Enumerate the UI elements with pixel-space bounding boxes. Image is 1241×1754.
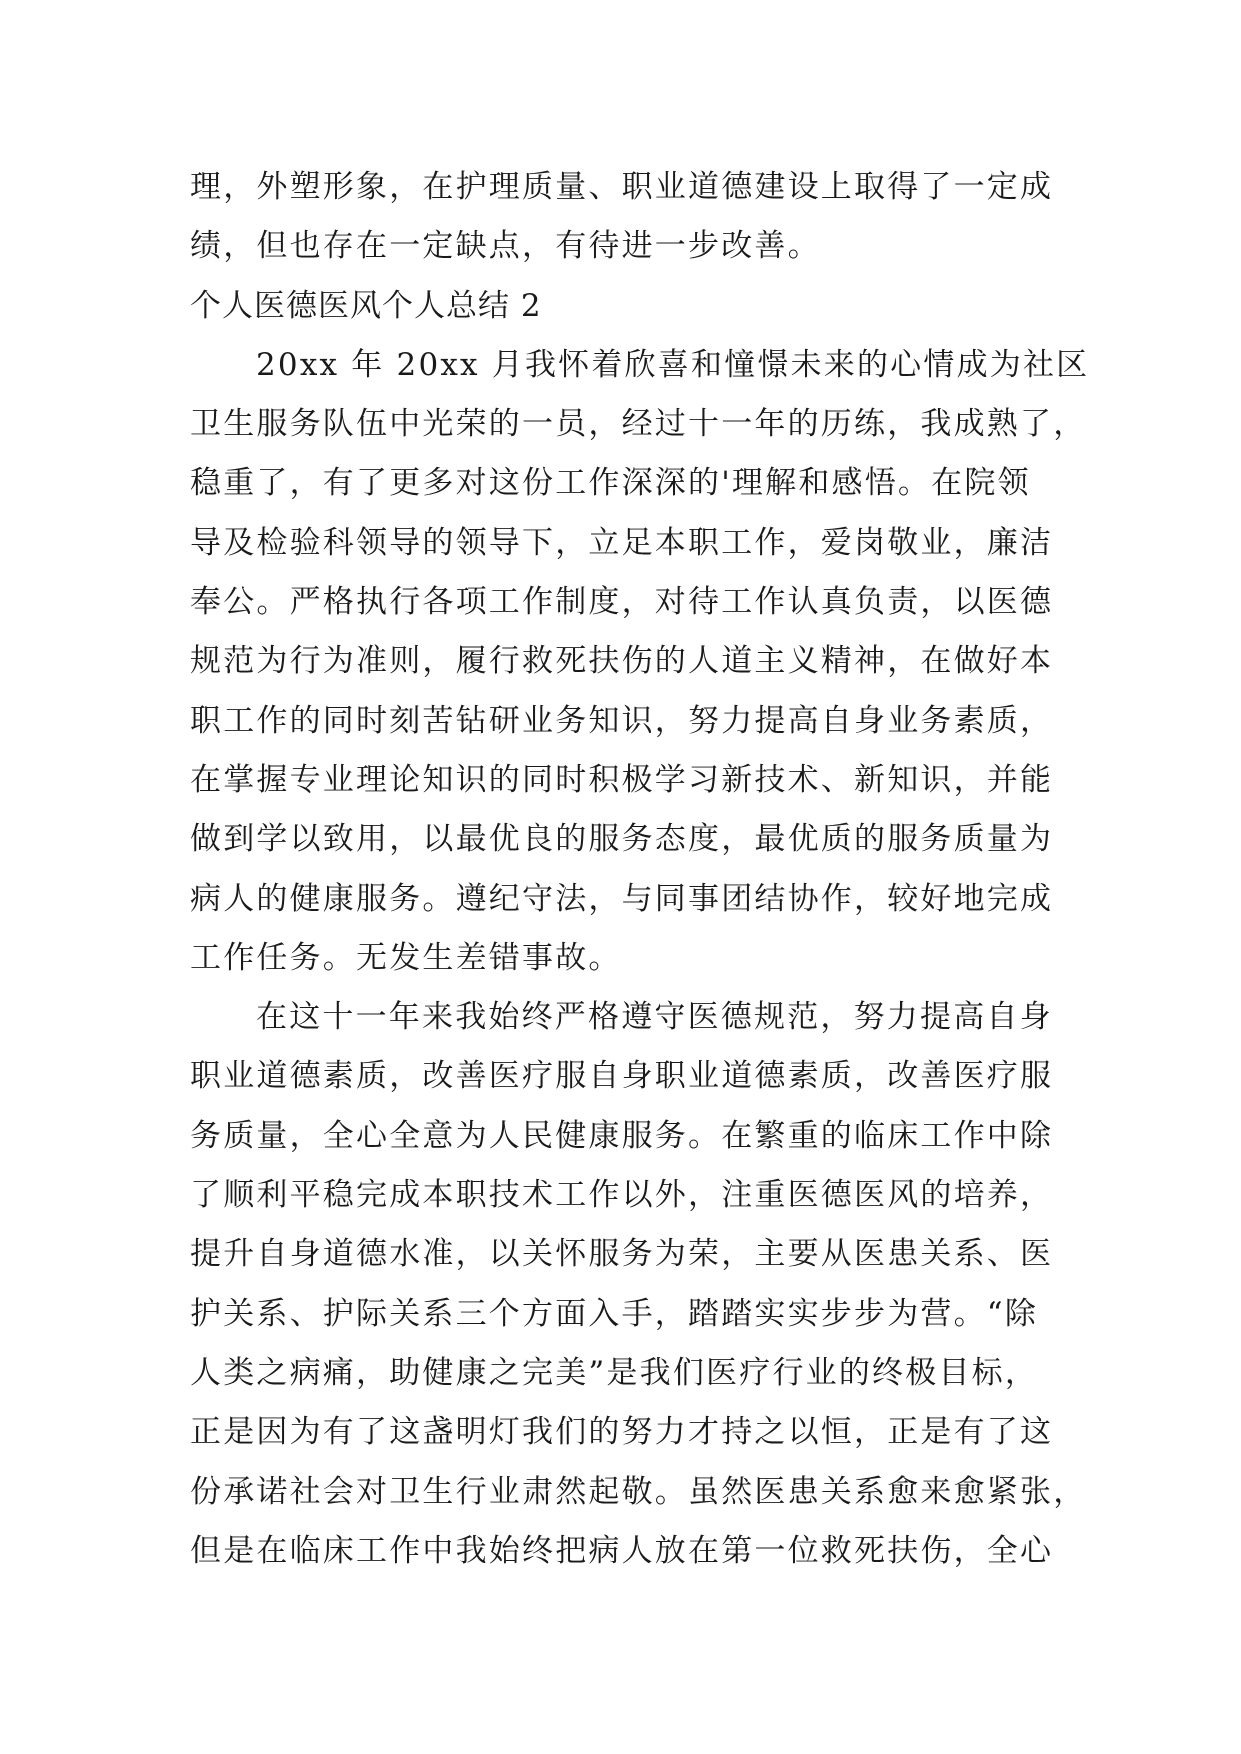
text-line: 导及检验科领导的领导下，立足本职工作，爱岗敬业，廉洁 (190, 524, 1054, 561)
text-line: 护关系、护际关系三个方面入手，踏踏实实步步为营。“除 (190, 1295, 1039, 1332)
text-line: 工作任务。无发生差错事故。 (190, 939, 622, 976)
text-line: 提升自身道德水准，以关怀服务为荣，主要从医患关系、医 (190, 1236, 1054, 1273)
text-line: 病人的健康服务。遵纪守法，与同事团结协作，较好地完成 (190, 880, 1054, 917)
text-line: 但是在临床工作中我始终把病人放在第一位救死扶伤，全心 (190, 1532, 1054, 1569)
text-line: 在这十一年来我始终严格遵守医德规范，努力提高自身 (256, 999, 1053, 1036)
text-line: 正是因为有了这盏明灯我们的努力才持之以恒，正是有了这 (190, 1414, 1054, 1451)
text-line: 在掌握专业理论知识的同时积极学习新技术、新知识，并能 (190, 761, 1054, 798)
text-line: 职业道德素质，改善医疗服自身职业道德素质，改善医疗服 (190, 1058, 1054, 1095)
text-line: 了顺利平稳完成本职技术工作以外，注重医德医风的培养， (190, 1177, 1054, 1214)
text-line: 务质量，全心全意为人民健康服务。在繁重的临床工作中除 (190, 1117, 1054, 1154)
text-line: 做到学以致用，以最优良的服务态度，最优质的服务质量为 (190, 821, 1054, 858)
text-line: 理，外塑形象，在护理质量、职业道德建设上取得了一定成 (190, 169, 1054, 205)
text-line: 绩，但也存在一定缺点，有待进一步改善。 (190, 228, 821, 265)
text-line: 规范为行为准则，履行救死扶伤的人道主义精神，在做好本 (190, 643, 1054, 680)
document-body (190, 158, 1090, 1581)
text-line: 奉公。严格执行各项工作制度，对待工作认真负责，以医德 (190, 584, 1054, 621)
text-line: 稳重了，有了更多对这份工作深深的'理解和感悟。在院领 (190, 465, 1031, 502)
text-line: 人类之病痛，助健康之完美”是我们医疗行业的终极目标， (190, 1354, 1039, 1391)
text-line: 卫生服务队伍中光荣的一员，经过十一年的历练，我成熟了， (190, 406, 1087, 443)
section-heading: 个人医德医风个人总结 2 (190, 287, 542, 324)
text-line: 份承诺社会对卫生行业肃然起敬。虽然医患关系愈来愈紧张， (190, 1473, 1087, 1510)
text-line: 职工作的同时刻苦钻研业务知识，努力提高自身业务素质， (190, 702, 1054, 739)
text-line: 20xx 年 20xx 月我怀着欣喜和憧憬未来的心情成为社区 (256, 346, 1090, 383)
